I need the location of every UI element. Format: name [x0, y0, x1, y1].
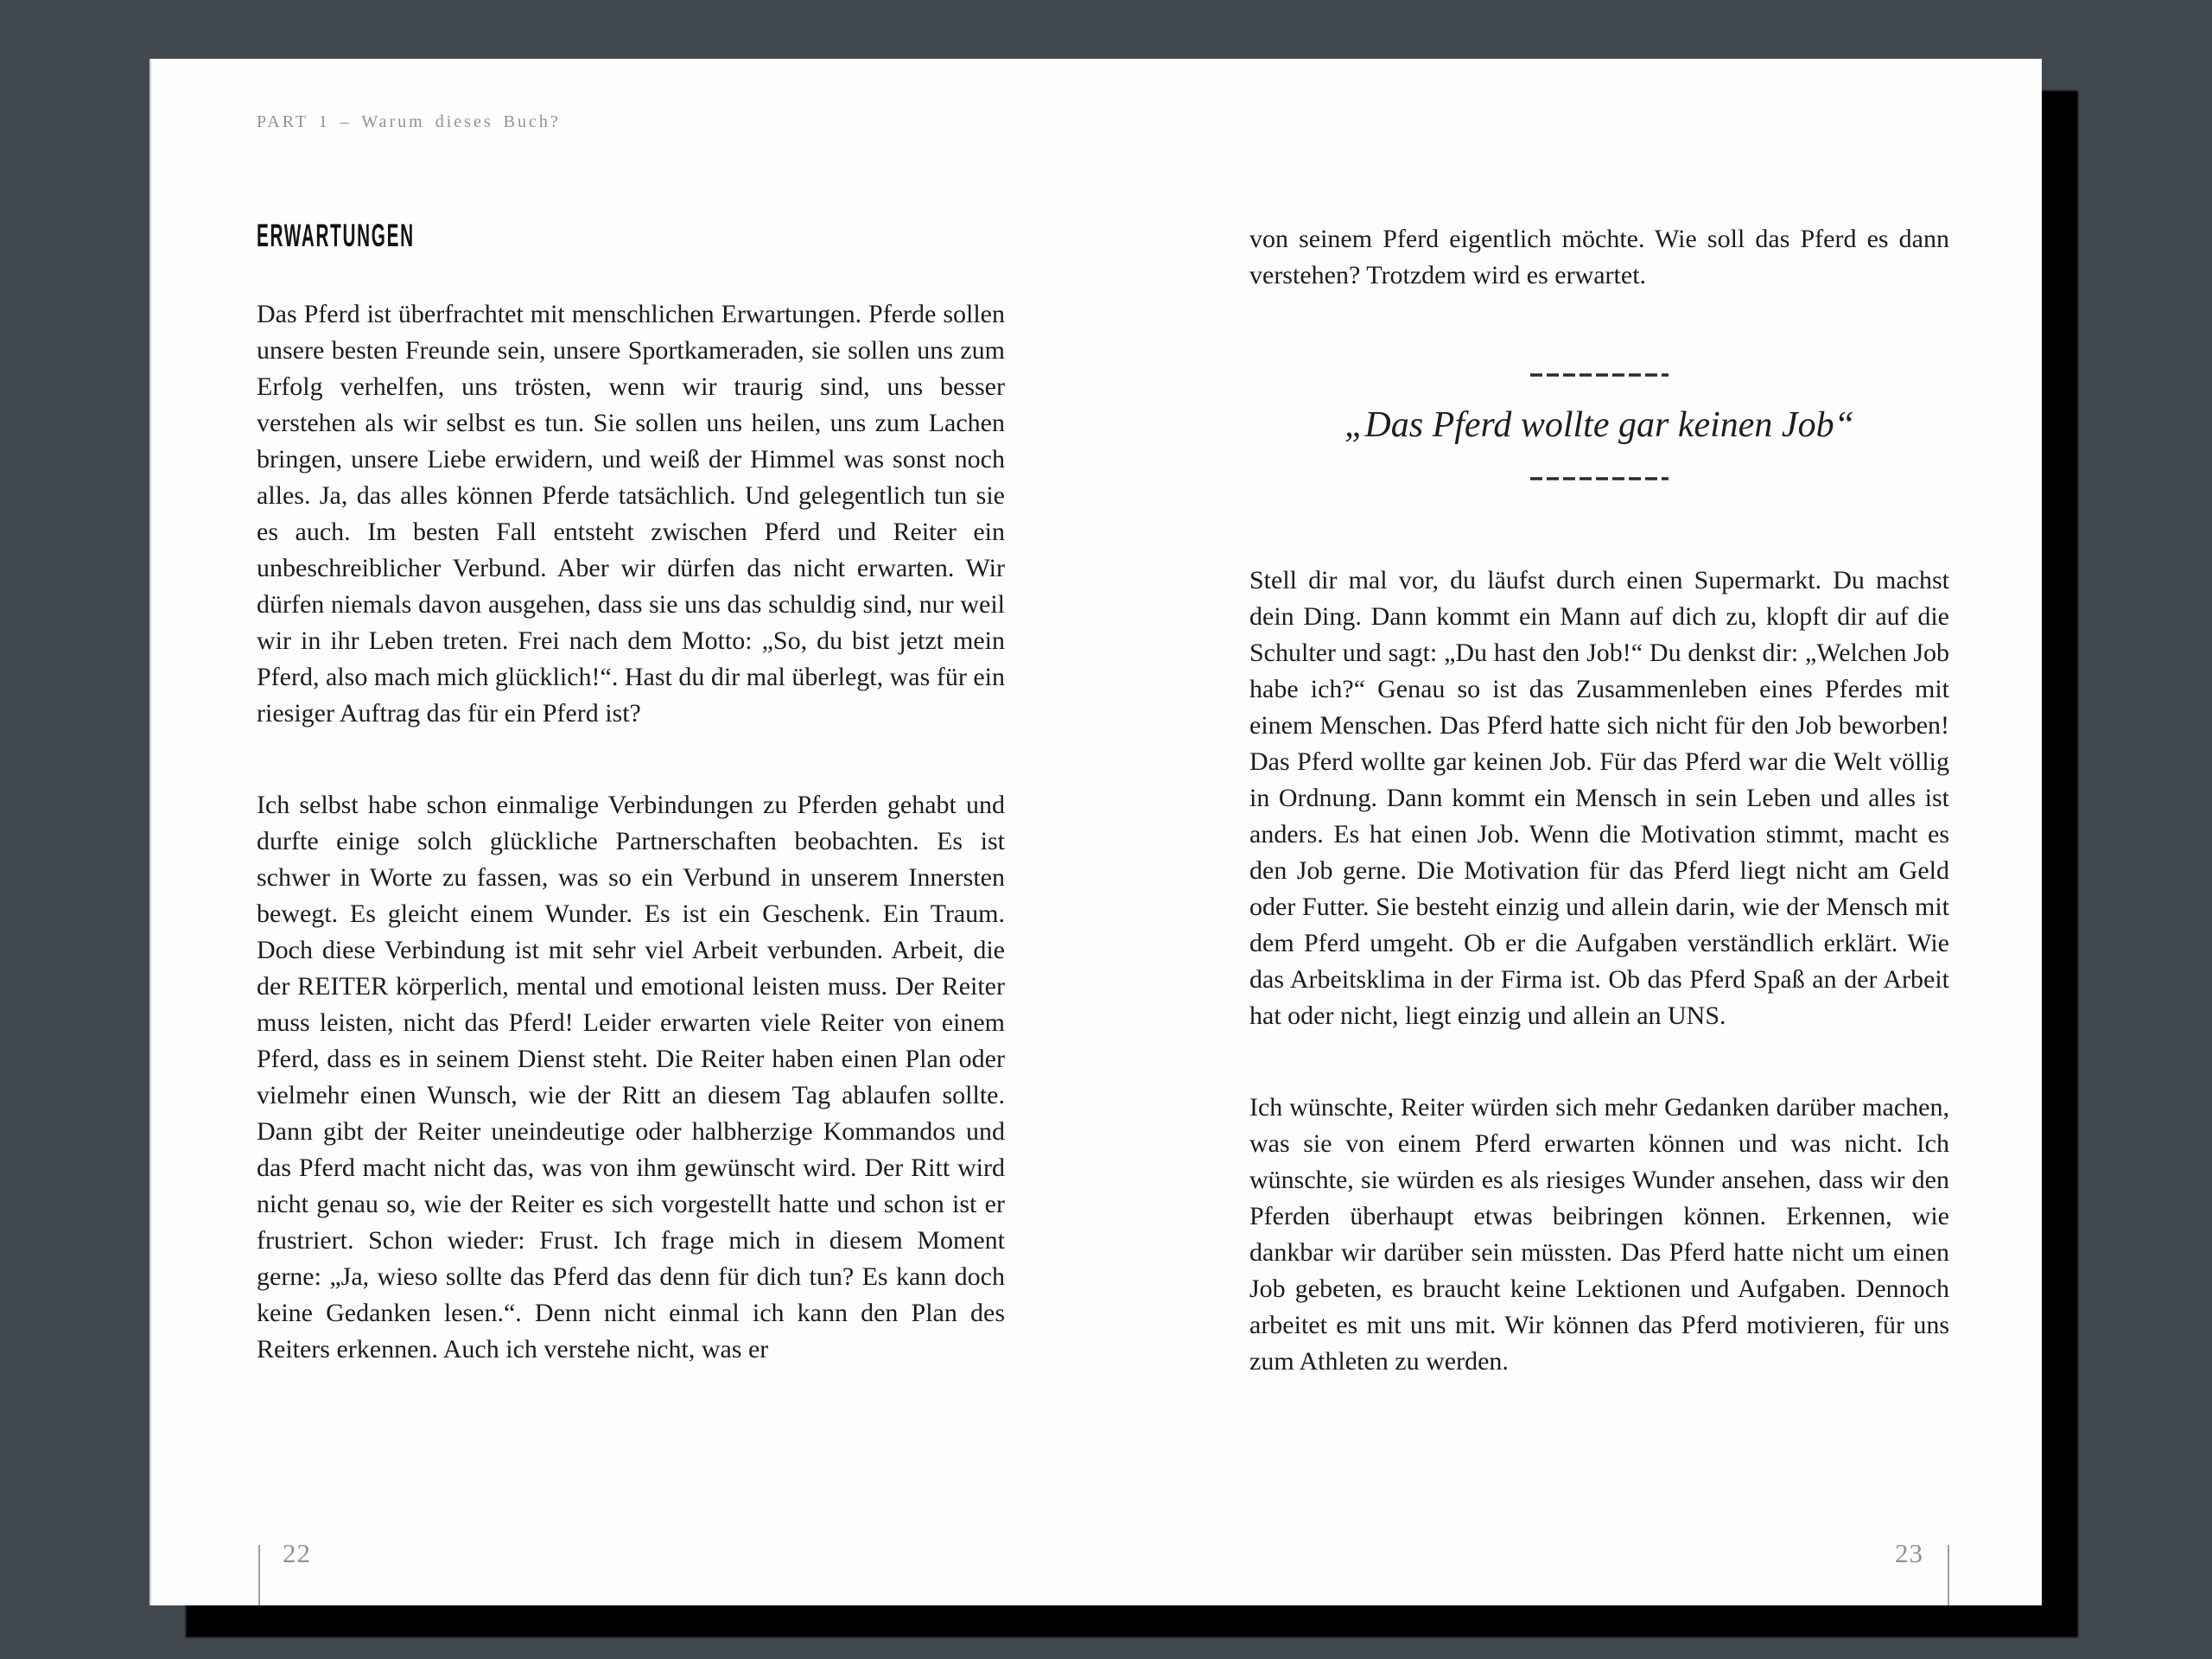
footer-rule-right [1948, 1545, 1949, 1605]
page-number-left: 22 [283, 1538, 311, 1568]
paragraph: Das Pferd ist überfrachtet mit menschlichen Erwartungen. Pferde sollen unsere besten Freunde sein, unsere Sportkameraden, sie sollen uns zum Erfolg verhelfen, uns trösten, wenn wir traurig sind, uns besser verstehen als wir selbst es tun. Sie sollen uns heilen, uns zum Lachen bringen, unsere Liebe erwidern, und weiß der Himmel was sonst noch alles. Ja, das alles können Pferde tatsächlich. Und gelegentlich tun sie es auch. Im besten Fall entsteht zwischen Pferd und Reiter ein unbeschreiblicher Verbund. Aber wir dürfen das nicht erwarten. Wir dürfen niemals davon ausgehen, dass sie uns das schuldig sind, nur weil wir in ihr Leben treten. Frei nach dem Motto: „So, du bist jetzt mein Pferd, also mach mich glücklich!“. Hast du dir mal überlegt, was für ein riesiger Auftrag das für ein Pferd ist? [257, 300, 1005, 728]
right-page [1097, 59, 2044, 1605]
running-header: PART 1 – Warum dieses Buch? [257, 112, 561, 131]
paragraph: Stell dir mal vor, du läufst durch einen Supermarkt. Du machst dein Ding. Dann kommt ein Mann auf dich zu, klopft dir auf die Schulter und sagt: „Du hast den Job!“ Du denkst dir: „Welchen Job habe ich?“ Genau so ist das Zusammenleben eines Pferdes mit einem Menschen. Das Pferd hatte sich nicht für den Job beworben! Das Pferd wollte gar keinen Job. Für das Pferd war die Welt völlig in Ordnung. Dann kommt ein Mensch in sein Leben und alles ist anders. Es hat einen Job. Wenn die Motivation stimmt, macht es den Job gerne. Die Motivation für das Pferd liegt nicht am Geld oder Futter. Sie besteht einzig und allein darin, wie der Mensch mit dem Pferd umgeht. Ob er die Aufgaben verständlich erklärt. Wie das Arbeitsklima in der Firma ist. Ob das Pferd Spaß an der Arbeit hat oder nicht, liegt einzig und allein an UNS. [1249, 566, 1949, 1030]
right-text-column [1249, 563, 1949, 1380]
chapter-heading: ERWARTUNGEN [257, 218, 415, 253]
left-text-column [257, 296, 1005, 1368]
footer-rule-left [258, 1545, 260, 1605]
paragraph: Ich wünschte, Reiter würden sich mehr Gedanken darüber machen, was sie von einem Pferd erwarten können und was nicht. Ich wünschte, sie würden es als riesiges Wunder ansehen, dass wir den Pferden überhaupt etwas beibringen können. Erkennen, wie dankbar wir darüber sein müssten. Das Pferd hatte nicht um einen Job gebeten, es braucht keine Lektionen und Aufgaben. Dennoch arbeitet es mit uns mit. Wir können das Pferd motivieren, für uns zum Athleten zu werden. [1249, 1093, 1949, 1376]
paragraph: von seinem Pferd eigentlich möchte. Wie soll das Pferd es dann verstehen? Trotzdem wird es erwartet. [1249, 225, 1949, 289]
book-spread [149, 59, 2042, 1605]
left-page [151, 59, 1097, 1605]
continuation-paragraph-block [1249, 221, 1949, 294]
page-number-right: 23 [1895, 1538, 1923, 1568]
quote-divider-bottom-icon [1249, 475, 1949, 482]
quote-divider-top-icon [1249, 372, 1949, 378]
pull-quote: „Das Pferd wollte gar keinen Job“ [1344, 405, 1854, 445]
paragraph: Ich selbst habe schon einmalige Verbindungen zu Pferden gehabt und durfte einige solch glückliche Partnerschaften beobachten. Es ist schwer in Worte zu fassen, was so ein Verbund in unserem Innersten bewegt. Es gleicht einem Wunder. Es ist ein Geschenk. Ein Traum. Doch diese Verbindung ist mit sehr viel Arbeit verbunden. Arbeit, die der REITER körperlich, mental und emotional leisten muss. Der Reiter muss leisten, nicht das Pferd! Leider erwarten viele Reiter von einem Pferd, dass es in seinem Dienst steht. Die Reiter haben einen Plan oder vielmehr einen Wunsch, wie der Ritt an diesem Tag ablaufen sollte. Dann gibt der Reiter uneindeutige oder halbherzige Kommandos und das Pferd macht nicht das, was von ihm gewünscht wird. Der Ritt wird nicht genau so, wie der Reiter es sich vorgestellt hatte und schon ist er frustriert. Schon wieder: Frust. Ich frage mich in diesem Moment gerne: „Ja, wieso sollte das Pferd das denn für dich tun? Es kann doch keine Gedanken lesen.“. Denn nicht einmal ich kann den Plan des Reiters erkennen. Auch ich verstehe nicht, was er [257, 791, 1005, 1363]
